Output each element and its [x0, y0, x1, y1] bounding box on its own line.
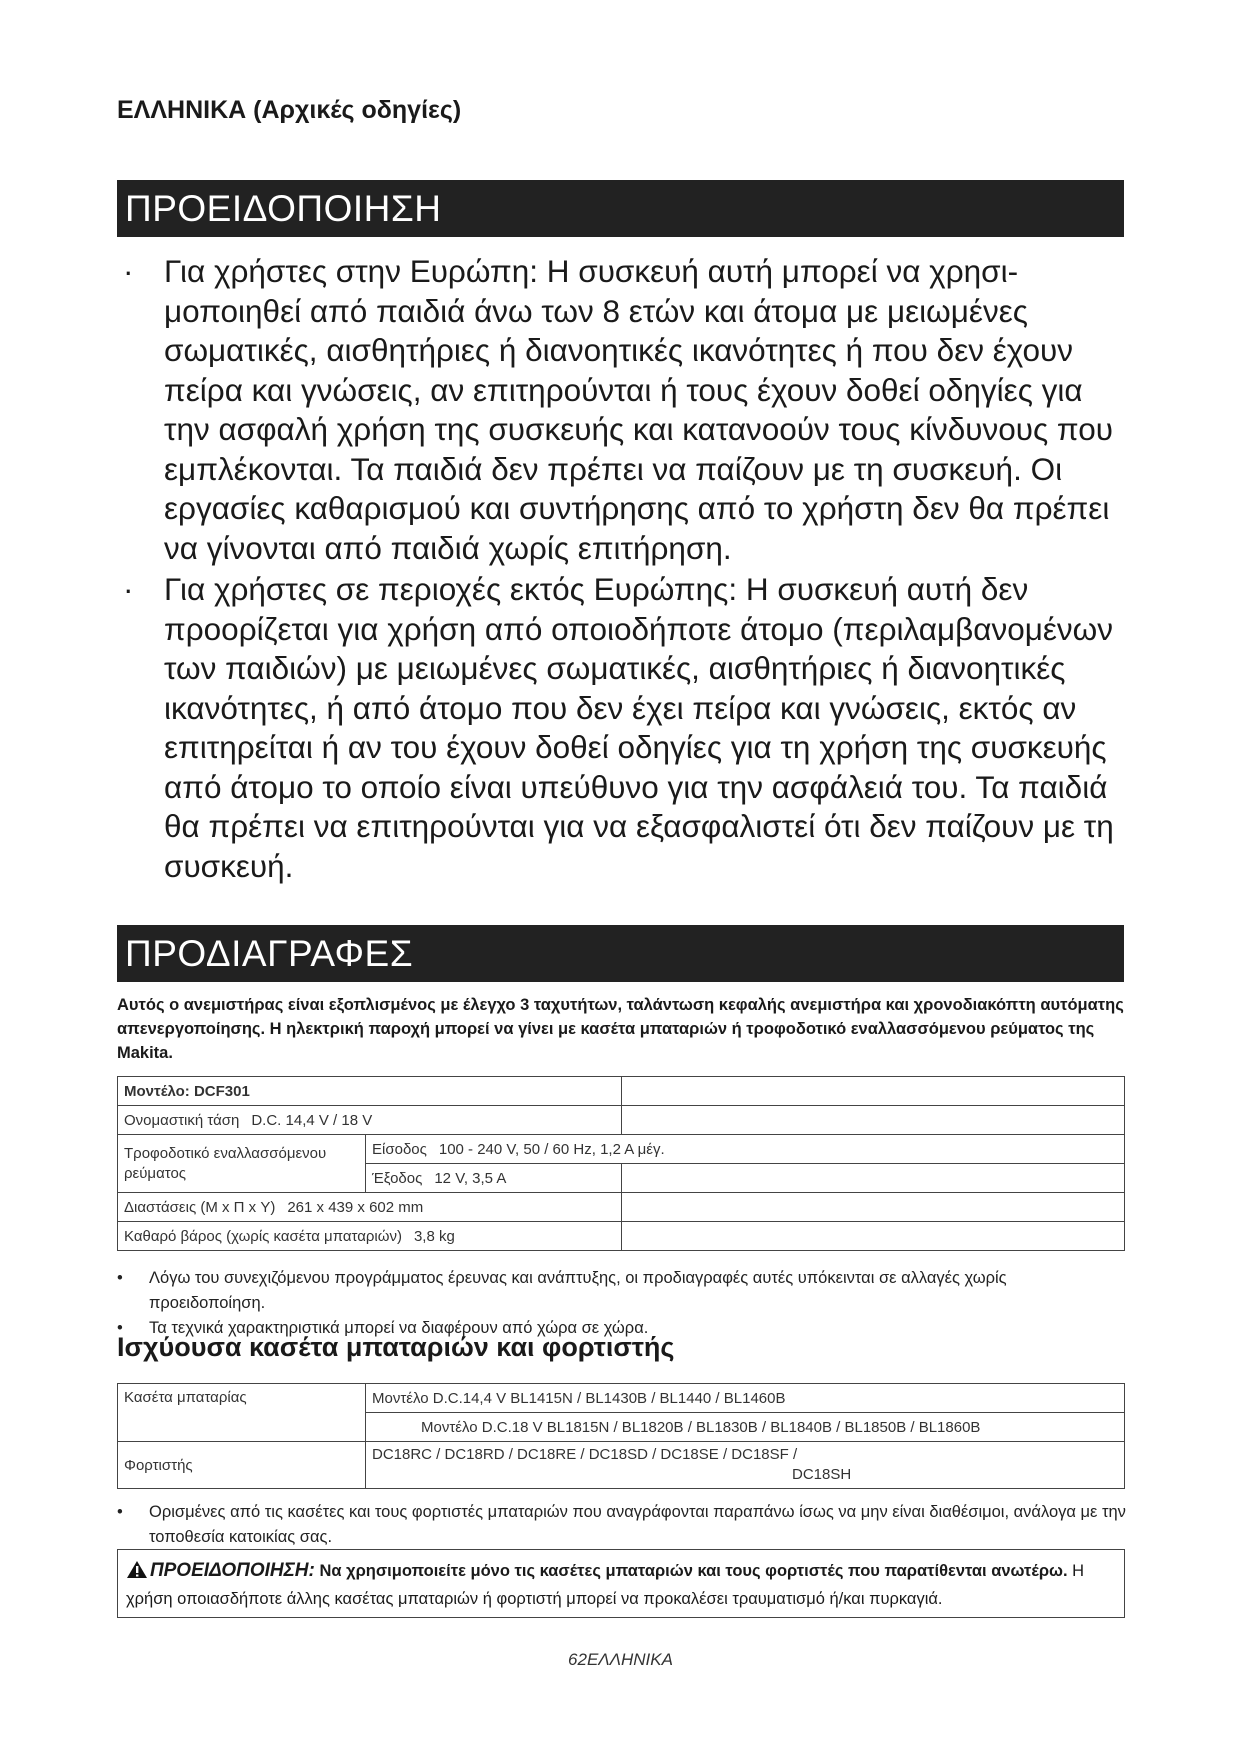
table-row [118, 1222, 1125, 1251]
warning-item-non-europe [117, 570, 1137, 886]
input-value: 100 - 240 V, 50 / 60 Hz, 1,2 A μέγ. [438, 1140, 665, 1158]
cartridge-label: Κασέτα μπαταρίας [118, 1384, 366, 1442]
warning-box-bold: Να χρησιμοποιείτε μόνο τις κασέτες μπαταριών και τους φορτιστές που παρατίθενται ανωτέρω. [319, 1562, 1068, 1580]
battery-table [117, 1383, 1125, 1489]
table-row [118, 1077, 1125, 1106]
empty-cell [622, 1164, 1125, 1193]
battery-note-text: Ορισμένες από τις κασέτες και τους φορτιστές μπαταριών που αναγράφονται παραπάνω ίσως να μην είναι διαθέσιμοι, ανάλογα με την τοποθεσία κατοικίας σας. [149, 1503, 1126, 1546]
output-cell [366, 1164, 622, 1193]
bullet: · [123, 253, 134, 289]
table-row [118, 1384, 1125, 1413]
battery-heading: Ισχύουσα κασέτα μπαταριών και φορτιστής [117, 1332, 675, 1362]
specs-banner: ΠΡΟΔΙΑΓΡΑΦΕΣ [117, 925, 1124, 982]
warning-box-text: Η χρήση οποιασδήποτε άλλης κασέτας μπαταριών ή φορτιστή μπορεί να προκαλέσει τραυματισμό ή/και πυρκαγιά. [126, 1562, 1085, 1608]
table-row [118, 1442, 1125, 1489]
output-label: Έξοδος [372, 1169, 423, 1187]
input-cell [366, 1135, 1125, 1164]
empty-cell [622, 1222, 1125, 1251]
dimensions-label: Διαστάσεις (Μ x Π x Υ) [124, 1198, 276, 1216]
spec-note: • Λόγω του συνεχιζόμενου προγράμματος έρευνας και ανάπτυξης, οι προδιαγραφές αυτές υπόκεινται σε αλλαγές χωρίς προειδοποίηση. [117, 1269, 1007, 1312]
warning-item-text: Για χρήστες σε περιοχές εκτός Ευρώπης: Η συσκευή αυτή δεν προορίζεται για χρήση από οποιοδήποτε άτομο (περιλαμβανομένων των παιδιών) με μειωμένες σωματικές, αισθητήριες ή διανοητικές ικανότητες, ή από άτομο που δεν έχει πείρα και γνώσεις, εκτός αν επιτηρείται ή αν του έχουν δοθεί οδηγίες για τη χρήση της συσκευής από άτομο το οποίο είναι υπεύθυνο για την ασφάλειά του. Τα παιδιά θα πρέπει να επιτηρούνται για να εξασφαλιστεί ότι δεν παίζουν με τη συσκευή. [164, 571, 1114, 884]
voltage-label: Ονομαστική τάση [124, 1111, 240, 1129]
warning-triangle-icon [126, 1560, 148, 1587]
charger-value-2: DC18SH [792, 1466, 852, 1483]
spec-note-text: Τα τεχνικά χαρακτηριστικά μπορεί να διαφέρουν από χώρα σε χώρα. [149, 1319, 649, 1337]
spec-note: • Τα τεχνικά χαρακτηριστικά μπορεί να διαφέρουν από χώρα σε χώρα. [117, 1319, 649, 1337]
cartridge-row-18v: Μοντέλο D.C.18 V BL1815N / BL1820B / BL1830B / BL1840B / BL1850B / BL1860B [366, 1413, 1125, 1442]
charger-value-cell [366, 1442, 1125, 1489]
specs-intro: Αυτός ο ανεμιστήρας είναι εξοπλισμένος με έλεγχο 3 ταχυτήτων, ταλάντωση κεφαλής ανεμιστήρα και χρονοδιακόπτη αυτόματης απενεργοποίησης. Η ηλεκτρική παροχή μπορεί να γίνει με κασέτα μπαταριών ή τροφοδοτικό εναλλασσόμενου ρεύματος της Makita. [117, 996, 1124, 1062]
voltage-value: D.C. 14,4 V / 18 V [251, 1111, 373, 1129]
voltage-cell [118, 1106, 622, 1135]
spec-note-text: Λόγω του συνεχιζόμενου προγράμματος έρευνας και ανάπτυξης, οι προδιαγραφές αυτές υπόκεινται σε αλλαγές χωρίς προειδοποίηση. [149, 1269, 1007, 1312]
input-label: Είσοδος [372, 1140, 427, 1158]
dimensions-cell [118, 1193, 622, 1222]
warning-item-europe [117, 252, 1137, 568]
output-value: 12 V, 3,5 A [434, 1169, 507, 1187]
empty-cell [622, 1193, 1125, 1222]
bullet: · [123, 571, 134, 607]
adapter-label: Τροφοδοτικό εναλλασσόμενου ρεύματος [118, 1135, 366, 1193]
table-row [118, 1106, 1125, 1135]
warning-box [117, 1549, 1125, 1618]
language-heading: ΕΛΛΗΝΙΚΑ (Αρχικές οδηγίες) [117, 96, 462, 124]
spec-table [117, 1076, 1125, 1251]
battery-note: • Ορισμένες από τις κασέτες και τους φορτιστές μπαταριών που αναγράφονται παραπάνω ίσως να μην είναι διαθέσιμοι, ανάλογα με την τοποθεσία κατοικίας σας. [117, 1503, 1126, 1546]
dimensions-value: 261 x 439 x 602 mm [287, 1198, 424, 1216]
cartridge-row-14v: Μοντέλο D.C.14,4 V BL1415N / BL1430B / BL1440 / BL1460B [366, 1384, 1125, 1413]
table-row [118, 1135, 1125, 1164]
spec-notes [117, 1266, 1127, 1341]
weight-cell [118, 1222, 622, 1251]
battery-notes [117, 1500, 1127, 1550]
charger-value: DC18RC / DC18RD / DC18RE / DC18SD / DC18SE / DC18SF / [372, 1446, 798, 1463]
weight-value: 3,8 kg [413, 1227, 455, 1245]
table-row [118, 1193, 1125, 1222]
page-footer: 62ΕΛΛΗΝΙΚΑ [568, 1650, 673, 1669]
weight-label: Καθαρό βάρος (χωρίς κασέτα μπαταριών) [124, 1227, 402, 1245]
empty-cell [622, 1077, 1125, 1106]
charger-label: Φορτιστής [118, 1442, 366, 1489]
warning-box-title: ΠΡΟΕΙΔΟΠΟΙΗΣΗ: [150, 1560, 315, 1581]
warning-item-text: Για χρήστες στην Ευρώπη: Η συσκευή αυτή μπορεί να χρησι- μοποιηθεί από παιδιά άνω των 8 ετών και άτομα με μειωμένες σωματικές, αισθητήριες ή διανοητικές ικανότητες ή που δεν έχουν πείρα και γνώσεις, αν επιτηρούνται ή τους έχουν δοθεί οδηγίες για την ασφαλή χρήση της συσκευής και κατανοούν τους κίνδυνους που εμπλέκονται. Τα παιδιά δεν πρέπει να παίζουν με τη συσκευή. Οι εργασίες καθαρισμού και συντήρησης από το χρήστη δεν θα πρέπει να γίνονται από παιδιά χωρίς επιτήρηση. [164, 253, 1113, 566]
empty-cell [622, 1106, 1125, 1135]
warning-banner: ΠΡΟΕΙΔΟΠΟΙΗΣΗ [117, 180, 1124, 237]
warning-list [117, 252, 1137, 888]
model-cell: Μοντέλο: DCF301 [118, 1077, 622, 1106]
